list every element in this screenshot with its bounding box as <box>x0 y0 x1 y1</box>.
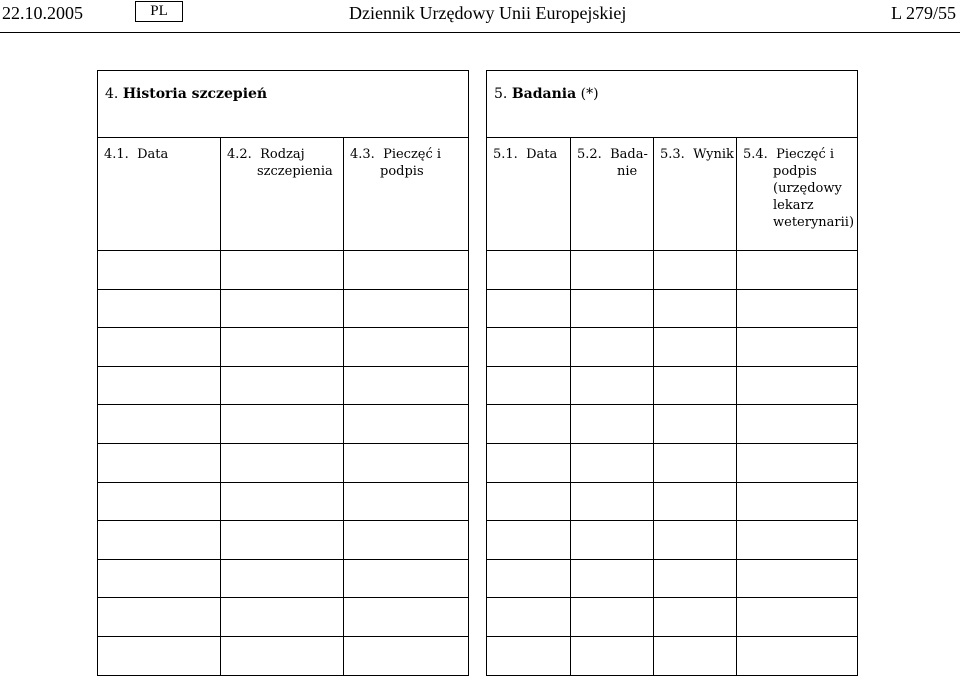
examination-entry-cell[interactable] <box>654 598 737 637</box>
examination-entry-cell[interactable] <box>487 559 571 598</box>
vaccination-entry-cell[interactable] <box>221 366 344 405</box>
examination-entry-cell[interactable] <box>737 521 858 560</box>
vaccination-entry-cell[interactable] <box>344 289 469 328</box>
examination-entry-cell[interactable] <box>654 482 737 521</box>
examination-entry-cell[interactable] <box>487 289 571 328</box>
vaccination-row <box>98 289 469 328</box>
vaccination-entry-cell[interactable] <box>344 559 469 598</box>
examination-entry-cell[interactable] <box>737 559 858 598</box>
examination-entry-cell[interactable] <box>737 598 858 637</box>
column-header-exam-result: 5.3. Wynik <box>654 138 737 251</box>
vaccination-entry-cell[interactable] <box>221 328 344 367</box>
examinations-section-note: (*) <box>580 86 599 102</box>
column-header-vaccination-stamp: 4.3. Pieczęć i podpis <box>344 138 469 251</box>
vaccination-row <box>98 482 469 521</box>
examination-row <box>487 559 858 598</box>
examination-entry-cell[interactable] <box>487 405 571 444</box>
examination-entry-cell[interactable] <box>487 443 571 482</box>
vaccination-entry-cell[interactable] <box>344 366 469 405</box>
examination-entry-cell[interactable] <box>571 521 654 560</box>
examination-entry-cell[interactable] <box>571 443 654 482</box>
examination-entry-cell[interactable] <box>571 251 654 290</box>
vaccination-row <box>98 405 469 444</box>
examination-row <box>487 482 858 521</box>
vaccination-entry-cell[interactable] <box>344 405 469 444</box>
vaccination-history-table <box>97 70 469 676</box>
header-divider <box>0 32 960 33</box>
vaccination-entry-cell[interactable] <box>344 443 469 482</box>
examination-row <box>487 521 858 560</box>
vaccination-entry-cell[interactable] <box>344 482 469 521</box>
examinations-section-label: Badania <box>511 86 577 102</box>
examination-entry-cell[interactable] <box>737 443 858 482</box>
examination-row <box>487 405 858 444</box>
examination-row <box>487 251 858 290</box>
examinations-section-title <box>487 71 858 138</box>
vaccination-entry-cell[interactable] <box>344 521 469 560</box>
examination-entry-cell[interactable] <box>571 482 654 521</box>
vaccination-entry-cell[interactable] <box>344 328 469 367</box>
vaccination-entry-cell[interactable] <box>221 521 344 560</box>
vaccination-entry-cell[interactable] <box>221 636 344 675</box>
examination-entry-cell[interactable] <box>487 366 571 405</box>
vaccination-entry-cell[interactable] <box>98 251 221 290</box>
examination-entry-cell[interactable] <box>737 289 858 328</box>
vaccination-section-title <box>98 71 469 138</box>
examination-entry-cell[interactable] <box>571 559 654 598</box>
publication-date: 22.10.2005 <box>2 3 83 23</box>
examination-entry-cell[interactable] <box>654 443 737 482</box>
vaccination-entry-cell[interactable] <box>221 251 344 290</box>
examination-entry-cell[interactable] <box>571 598 654 637</box>
examinations-section-number: 5. <box>494 86 508 102</box>
vaccination-entry-cell[interactable] <box>344 251 469 290</box>
vaccination-entry-cell[interactable] <box>98 366 221 405</box>
vaccination-entry-cell[interactable] <box>221 482 344 521</box>
vaccination-entry-cell[interactable] <box>221 598 344 637</box>
vaccination-entry-cell[interactable] <box>221 559 344 598</box>
column-header-exam-type: 5.2. Bada- nie <box>571 138 654 251</box>
column-header-vaccination-date: 4.1. Data <box>98 138 221 251</box>
examination-entry-cell[interactable] <box>571 405 654 444</box>
vaccination-section-number: 4. <box>105 86 119 102</box>
column-header-exam-stamp: 5.4. Pieczęć i podpis (urzędowy lekarz weterynarii) <box>737 138 858 251</box>
vaccination-row <box>98 598 469 637</box>
examination-entry-cell[interactable] <box>571 366 654 405</box>
examination-entry-cell[interactable] <box>487 521 571 560</box>
examination-entry-cell[interactable] <box>654 559 737 598</box>
vaccination-entry-cell[interactable] <box>98 289 221 328</box>
examinations-table <box>486 70 858 676</box>
vaccination-row <box>98 366 469 405</box>
examination-entry-cell[interactable] <box>487 328 571 367</box>
journal-title: Dziennik Urzędowy Unii Europejskiej <box>349 3 627 23</box>
examination-entry-cell[interactable] <box>737 251 858 290</box>
examination-row <box>487 598 858 637</box>
vaccination-row <box>98 636 469 675</box>
examination-row <box>487 636 858 675</box>
examination-row <box>487 366 858 405</box>
vaccination-row <box>98 559 469 598</box>
examination-entry-cell[interactable] <box>737 405 858 444</box>
vaccination-row <box>98 328 469 367</box>
examination-row <box>487 443 858 482</box>
examination-row <box>487 328 858 367</box>
examination-entry-cell[interactable] <box>571 289 654 328</box>
vaccination-entry-cell[interactable] <box>98 405 221 444</box>
examination-entry-cell[interactable] <box>487 636 571 675</box>
examination-entry-cell[interactable] <box>737 328 858 367</box>
column-header-vaccination-type: 4.2. Rodzaj szczepienia <box>221 138 344 251</box>
examination-entry-cell[interactable] <box>654 328 737 367</box>
examination-entry-cell[interactable] <box>654 405 737 444</box>
examination-entry-cell[interactable] <box>737 482 858 521</box>
examination-entry-cell[interactable] <box>487 251 571 290</box>
examination-entry-cell[interactable] <box>654 289 737 328</box>
examination-row <box>487 289 858 328</box>
examination-entry-cell[interactable] <box>654 636 737 675</box>
examination-entry-cell[interactable] <box>487 482 571 521</box>
vaccination-entry-cell[interactable] <box>98 598 221 637</box>
page-reference: L 279/55 <box>891 3 956 23</box>
language-code-box: PL <box>135 1 183 22</box>
vaccination-entry-cell[interactable] <box>221 443 344 482</box>
vaccination-row <box>98 251 469 290</box>
vaccination-entry-cell[interactable] <box>98 521 221 560</box>
vaccination-entry-cell[interactable] <box>98 559 221 598</box>
vaccination-entry-cell[interactable] <box>98 636 221 675</box>
examination-entry-cell[interactable] <box>654 521 737 560</box>
vaccination-entry-cell[interactable] <box>221 405 344 444</box>
vaccination-row <box>98 443 469 482</box>
vaccination-entry-cell[interactable] <box>344 598 469 637</box>
examination-entry-cell[interactable] <box>487 598 571 637</box>
vaccination-entry-cell[interactable] <box>221 289 344 328</box>
vaccination-section-label: Historia szczepień <box>122 86 268 102</box>
vaccination-entry-cell[interactable] <box>98 443 221 482</box>
examination-entry-cell[interactable] <box>737 366 858 405</box>
examination-entry-cell[interactable] <box>737 636 858 675</box>
examination-entry-cell[interactable] <box>654 366 737 405</box>
column-header-exam-date: 5.1. Data <box>487 138 571 251</box>
vaccination-row <box>98 521 469 560</box>
vaccination-entry-cell[interactable] <box>344 636 469 675</box>
examination-entry-cell[interactable] <box>654 251 737 290</box>
examination-entry-cell[interactable] <box>571 328 654 367</box>
vaccination-entry-cell[interactable] <box>98 482 221 521</box>
vaccination-entry-cell[interactable] <box>98 328 221 367</box>
examination-entry-cell[interactable] <box>571 636 654 675</box>
